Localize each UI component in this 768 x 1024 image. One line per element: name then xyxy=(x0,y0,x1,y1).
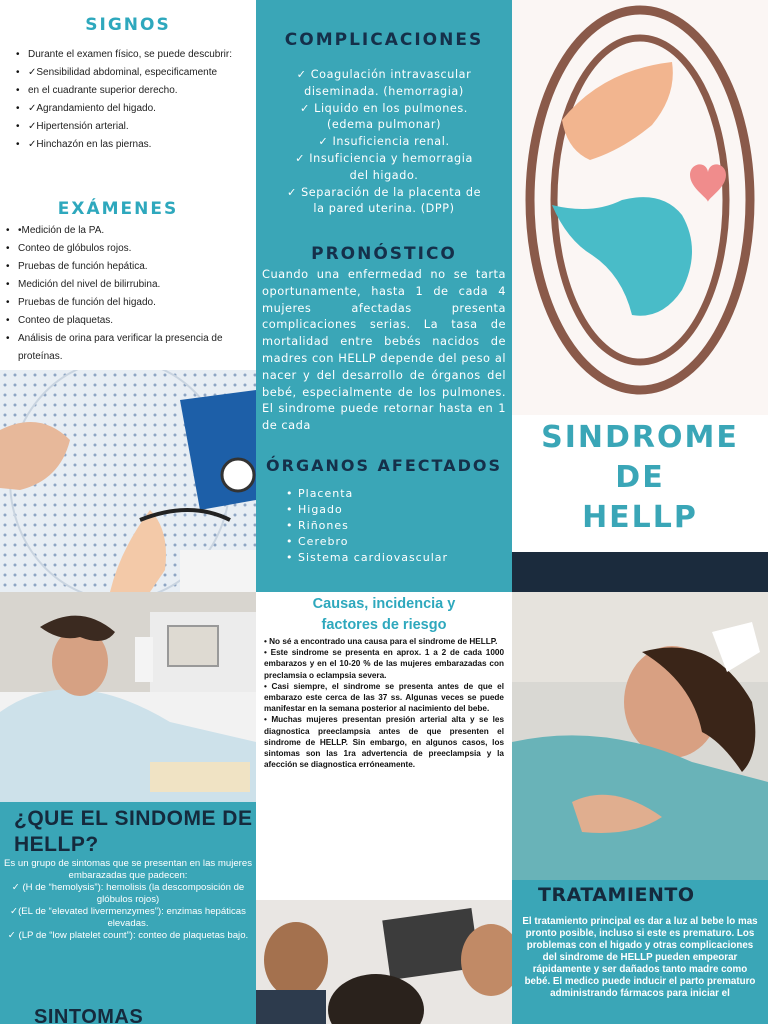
pronostico-text: Cuando una enfermedad no se tarta oportunamente, hasta 1 de cada 4 mujeres afectadas presenta complicaciones serias. La tasa de mortalidad entre bebés nacidos de madres con HELLP depende del peso al nacer y del desarrollo de órganos del bebé, especialmente de los pulmones. El sindrome puede retornar hasta en 1 de cada xyxy=(262,267,506,433)
resting-woman-illustration xyxy=(512,592,768,880)
que-es-text xyxy=(4,858,252,942)
woman-in-pain-illustration xyxy=(0,592,256,802)
que-es-line: ✓(EL de “elevated livermenzymes”): enzimas hepáticas xyxy=(10,906,246,917)
ultrasound-review-photo xyxy=(256,900,512,1024)
bullet-icon: • xyxy=(286,535,298,548)
pregnancy-logo-icon xyxy=(512,0,768,415)
signos-item: • en el cuadrante superior derecho. xyxy=(10,82,246,100)
signos-item: • ✓Agrandamiento del higado. xyxy=(10,100,246,118)
que-es-title-line: ¿QUE EL SINDOME DE xyxy=(14,807,253,830)
pronostico-title: PRONÓSTICO xyxy=(311,244,457,264)
tratamiento-panel xyxy=(512,880,768,1024)
blood-pressure-photo xyxy=(0,370,256,592)
complicaciones-panel xyxy=(256,0,512,592)
ultrasound-review-illustration xyxy=(256,900,512,1024)
complicaciones-line: la pared uterina. (DPP) xyxy=(313,202,455,216)
organos-item: • Placenta xyxy=(286,487,354,500)
que-es-line: elevadas. xyxy=(107,918,149,929)
complicaciones-line: ✓ Separación de la placenta de xyxy=(286,185,482,199)
resting-woman-photo xyxy=(512,592,768,880)
bullet-icon: • xyxy=(286,487,298,500)
sintomas-title: SINTOMAS xyxy=(34,1006,144,1024)
organos-item: • Sistema cardiovascular xyxy=(286,551,449,564)
blood-pressure-illustration xyxy=(0,370,256,592)
examenes-item: • Pruebas de función del higado. xyxy=(0,294,246,312)
examenes-item: • Medición del nivel de bilirrubina. xyxy=(0,276,246,294)
cover-title xyxy=(512,418,768,538)
complicaciones-line: ✓ Insuficiencia y hemorragia xyxy=(295,151,473,165)
examenes-item: • Análisis de orina para verificar la presencia de proteínas. xyxy=(0,330,246,366)
que-es-line: ✓ (LP de “low platelet count”): conteo de plaquetas bajo. xyxy=(7,930,249,941)
causas-text: • No sé a encontrado una causa para el sindrome de HELLP. • Este sindrome se presenta en aprox. 1 a 2 de cada 1000 embarazos y en el 10-20 % de las mujeres embarazadas con preclamsia o eclampsia severa. • Casi siempre, el sindrome se presenta antes de que el embarazo este cerca de las 37 ss. Algunas veces se puede manifestar en la semana posterior al nacimiento del bebe. • Muchas mujeres presentan presión arterial alta y se les diagnostica preeclampsia antes de que presenten el sindrome de HELLP. Sin embargo, en algunos casos, los sintomas son las 1ra advertencia de preeclampsia y la afección se diagnostica erróneamente. xyxy=(264,637,504,770)
organos-item: • Riñones xyxy=(286,519,349,532)
que-es-title xyxy=(14,806,256,858)
complicaciones-line: ✓ Liquido en los pulmones. xyxy=(300,101,468,115)
signos-item: • Durante el examen físico, se puede descubrir: xyxy=(10,46,246,64)
organos-item: • Cerebro xyxy=(286,535,349,548)
complicaciones-line: diseminada. (hemorragia) xyxy=(304,84,464,98)
bullet-icon: • xyxy=(286,519,298,532)
examenes-list xyxy=(0,222,246,366)
tratamiento-title: TRATAMIENTO xyxy=(538,884,695,906)
cover-title-line: SINDROME DE xyxy=(541,420,739,495)
causas-title-line: factores de riesgo xyxy=(321,617,447,633)
organos-title: ÓRGANOS AFECTADOS xyxy=(266,456,502,475)
causas-panel xyxy=(256,592,512,900)
organos-item: • Higado xyxy=(286,503,343,516)
examenes-item: • •Medición de la PA. xyxy=(0,222,246,240)
causas-title xyxy=(256,594,512,636)
que-es-line: embarazadas que padecen: xyxy=(68,870,188,881)
complicaciones-line: del higado. xyxy=(349,168,419,182)
navy-strip xyxy=(512,552,768,592)
bullet-icon: • xyxy=(286,503,298,516)
complicaciones-list xyxy=(262,67,506,218)
examenes-item: • Conteo de plaquetas. xyxy=(0,312,246,330)
examenes-item: • Pruebas de función hepática. xyxy=(0,258,246,276)
bullet-icon: • xyxy=(286,551,298,564)
causas-title-line: Causas, incidencia y xyxy=(312,596,456,612)
que-es-panel xyxy=(0,802,256,1024)
signos-item: • ✓Hipertensión arterial. xyxy=(10,118,246,136)
que-es-title-line: HELLP? xyxy=(14,833,99,856)
que-es-line: ✓ (H de “hemolysis”): hemolisis (la descomposición de xyxy=(11,882,245,893)
tratamiento-text: El tratamiento principal es dar a luz al bebe lo mas pronto posible, incluso si este es prematuro. Los problemas con el higado y otras complicaciones del sindrome de HELLP pueden empeorar rápidamente y ser dañados tanto madre como bebé. El medico puede inducir el parto prematuro administrando fármacos para iniciar el xyxy=(522,916,758,999)
complicaciones-line: (edema pulmonar) xyxy=(326,118,442,132)
signos-list xyxy=(10,46,246,154)
complicaciones-line: ✓ Insuficiencia renal. xyxy=(318,135,450,149)
cover-title-line: HELLP xyxy=(582,500,698,535)
que-es-line: glóbulos rojos) xyxy=(96,894,160,905)
signos-title: SIGNOS xyxy=(85,15,171,35)
que-es-line: Es un grupo de sintomas que se presentan en las mujeres xyxy=(4,858,252,869)
complicaciones-line: ✓ Coagulación intravascular xyxy=(296,68,472,81)
complicaciones-title: COMPLICACIONES xyxy=(284,30,484,50)
signos-item: • ✓Hinchazón en las piernas. xyxy=(10,136,246,154)
cover-panel xyxy=(512,0,768,552)
woman-in-pain-photo xyxy=(0,592,256,802)
examenes-title: EXÁMENES xyxy=(57,199,179,219)
organos-list xyxy=(286,486,506,566)
signos-panel xyxy=(0,0,256,370)
signos-item: • ✓Sensibilidad abdominal, especificamente xyxy=(10,64,246,82)
examenes-item: • Conteo de glóbulos rojos. xyxy=(0,240,246,258)
